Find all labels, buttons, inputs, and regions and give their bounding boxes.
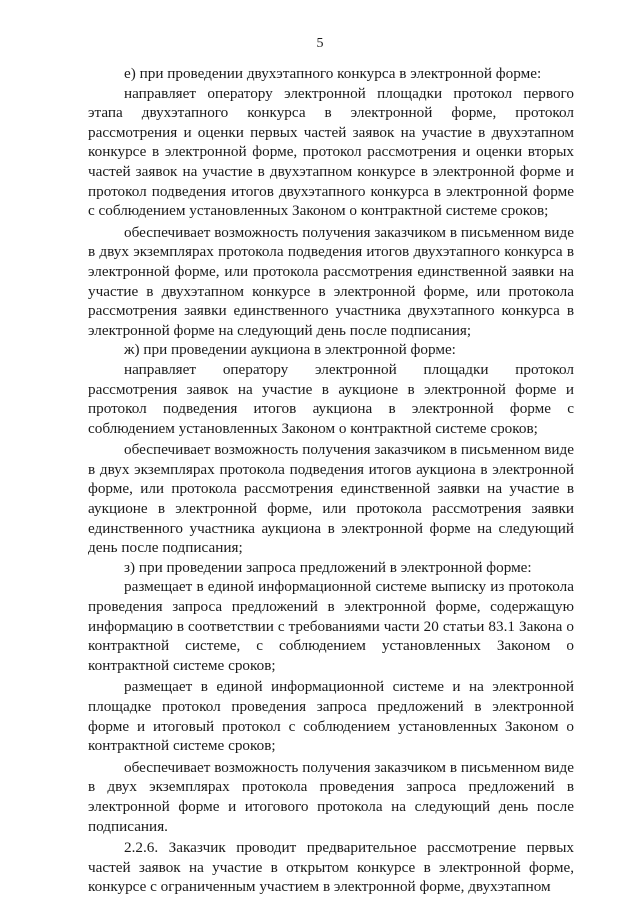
paragraph: обеспечивает возможность получения заказчиком в письменном виде в двух экземплярах протокола подведения итогов двухэтапного конкурса в электронной форме, или протокола рассмотрения единственной заявки на участие в двухэтапном конкурсе в электронной форме, или протокола рассмотрения заявки единственного участника двухэтапного конкурса в электронной форме на следующий день после подписания; bbox=[88, 223, 574, 339]
paragraph: размещает в единой информационной системе и на электронной площадке протокол проведения запроса предложений в электронной форме и итоговый протокол с соблюдением установленных Законом о контрактной системе сроков; bbox=[88, 678, 574, 755]
paragraph-2-2-6: 2.2.6. Заказчик проводит предварительное рассмотрение первых частей заявок на участие в открытом конкурсе в электронной форме, конкурсе с ограниченным участием в электронной форме, двухэтапном bbox=[88, 839, 574, 896]
page-number: 5 bbox=[316, 36, 324, 51]
paragraph: размещает в единой информационной системе выписку из протокола проведения запроса предложений в электронной форме, содержащую информацию в соответствии с требованиями части 20 статьи 83.1 Закона о контрактной системе, с соблюдением установленных Законом о контрактной системе сроков; bbox=[88, 578, 574, 674]
paragraph-zh-heading: ж) при проведении аукциона в электронной форме: bbox=[124, 341, 456, 359]
paragraph-z-heading: з) при проведении запроса предложений в электронной форме: bbox=[124, 558, 532, 576]
paragraph: направляет оператору электронной площадки протокол рассмотрения заявок на участие в аукционе в электронной форме и протокол подведения итогов аукциона в электронной форме с соблюдением установленных Законом о контрактной системе сроков; bbox=[88, 360, 574, 437]
document-body bbox=[88, 64, 574, 897]
paragraph: направляет оператору электронной площадки протокол первого этапа двухэтапного конкурса в электронной форме, протокол рассмотрения и оценки первых частей заявок на участие в двухэтапном конкурсе в электронной форме, протокол рассмотрения и оценки вторых частей заявок на участие в двухэтапном конкурсе в электронной форме и протокол подведения итогов двухэтапного конкурса в электронной форме с соблюдением установленных Законом о контрактной системе сроков; bbox=[88, 84, 574, 220]
paragraph: обеспечивает возможность получения заказчиком в письменном виде в двух экземплярах протокола проведения запроса предложений в электронной форме и итогового протокола на следующий день после подписания. bbox=[88, 758, 574, 835]
paragraph-e-heading: е) при проведении двухэтапного конкурса в электронной форме: bbox=[124, 65, 542, 82]
paragraph: обеспечивает возможность получения заказчиком в письменном виде в двух экземплярах протокола подведения итогов аукциона в электронной форме, или протокола рассмотрения единственной заявки на участие в аукционе в электронной форме, или протокола рассмотрения заявки единственного участника аукциона в электронной форме на следующий день после подписания; bbox=[88, 441, 574, 557]
